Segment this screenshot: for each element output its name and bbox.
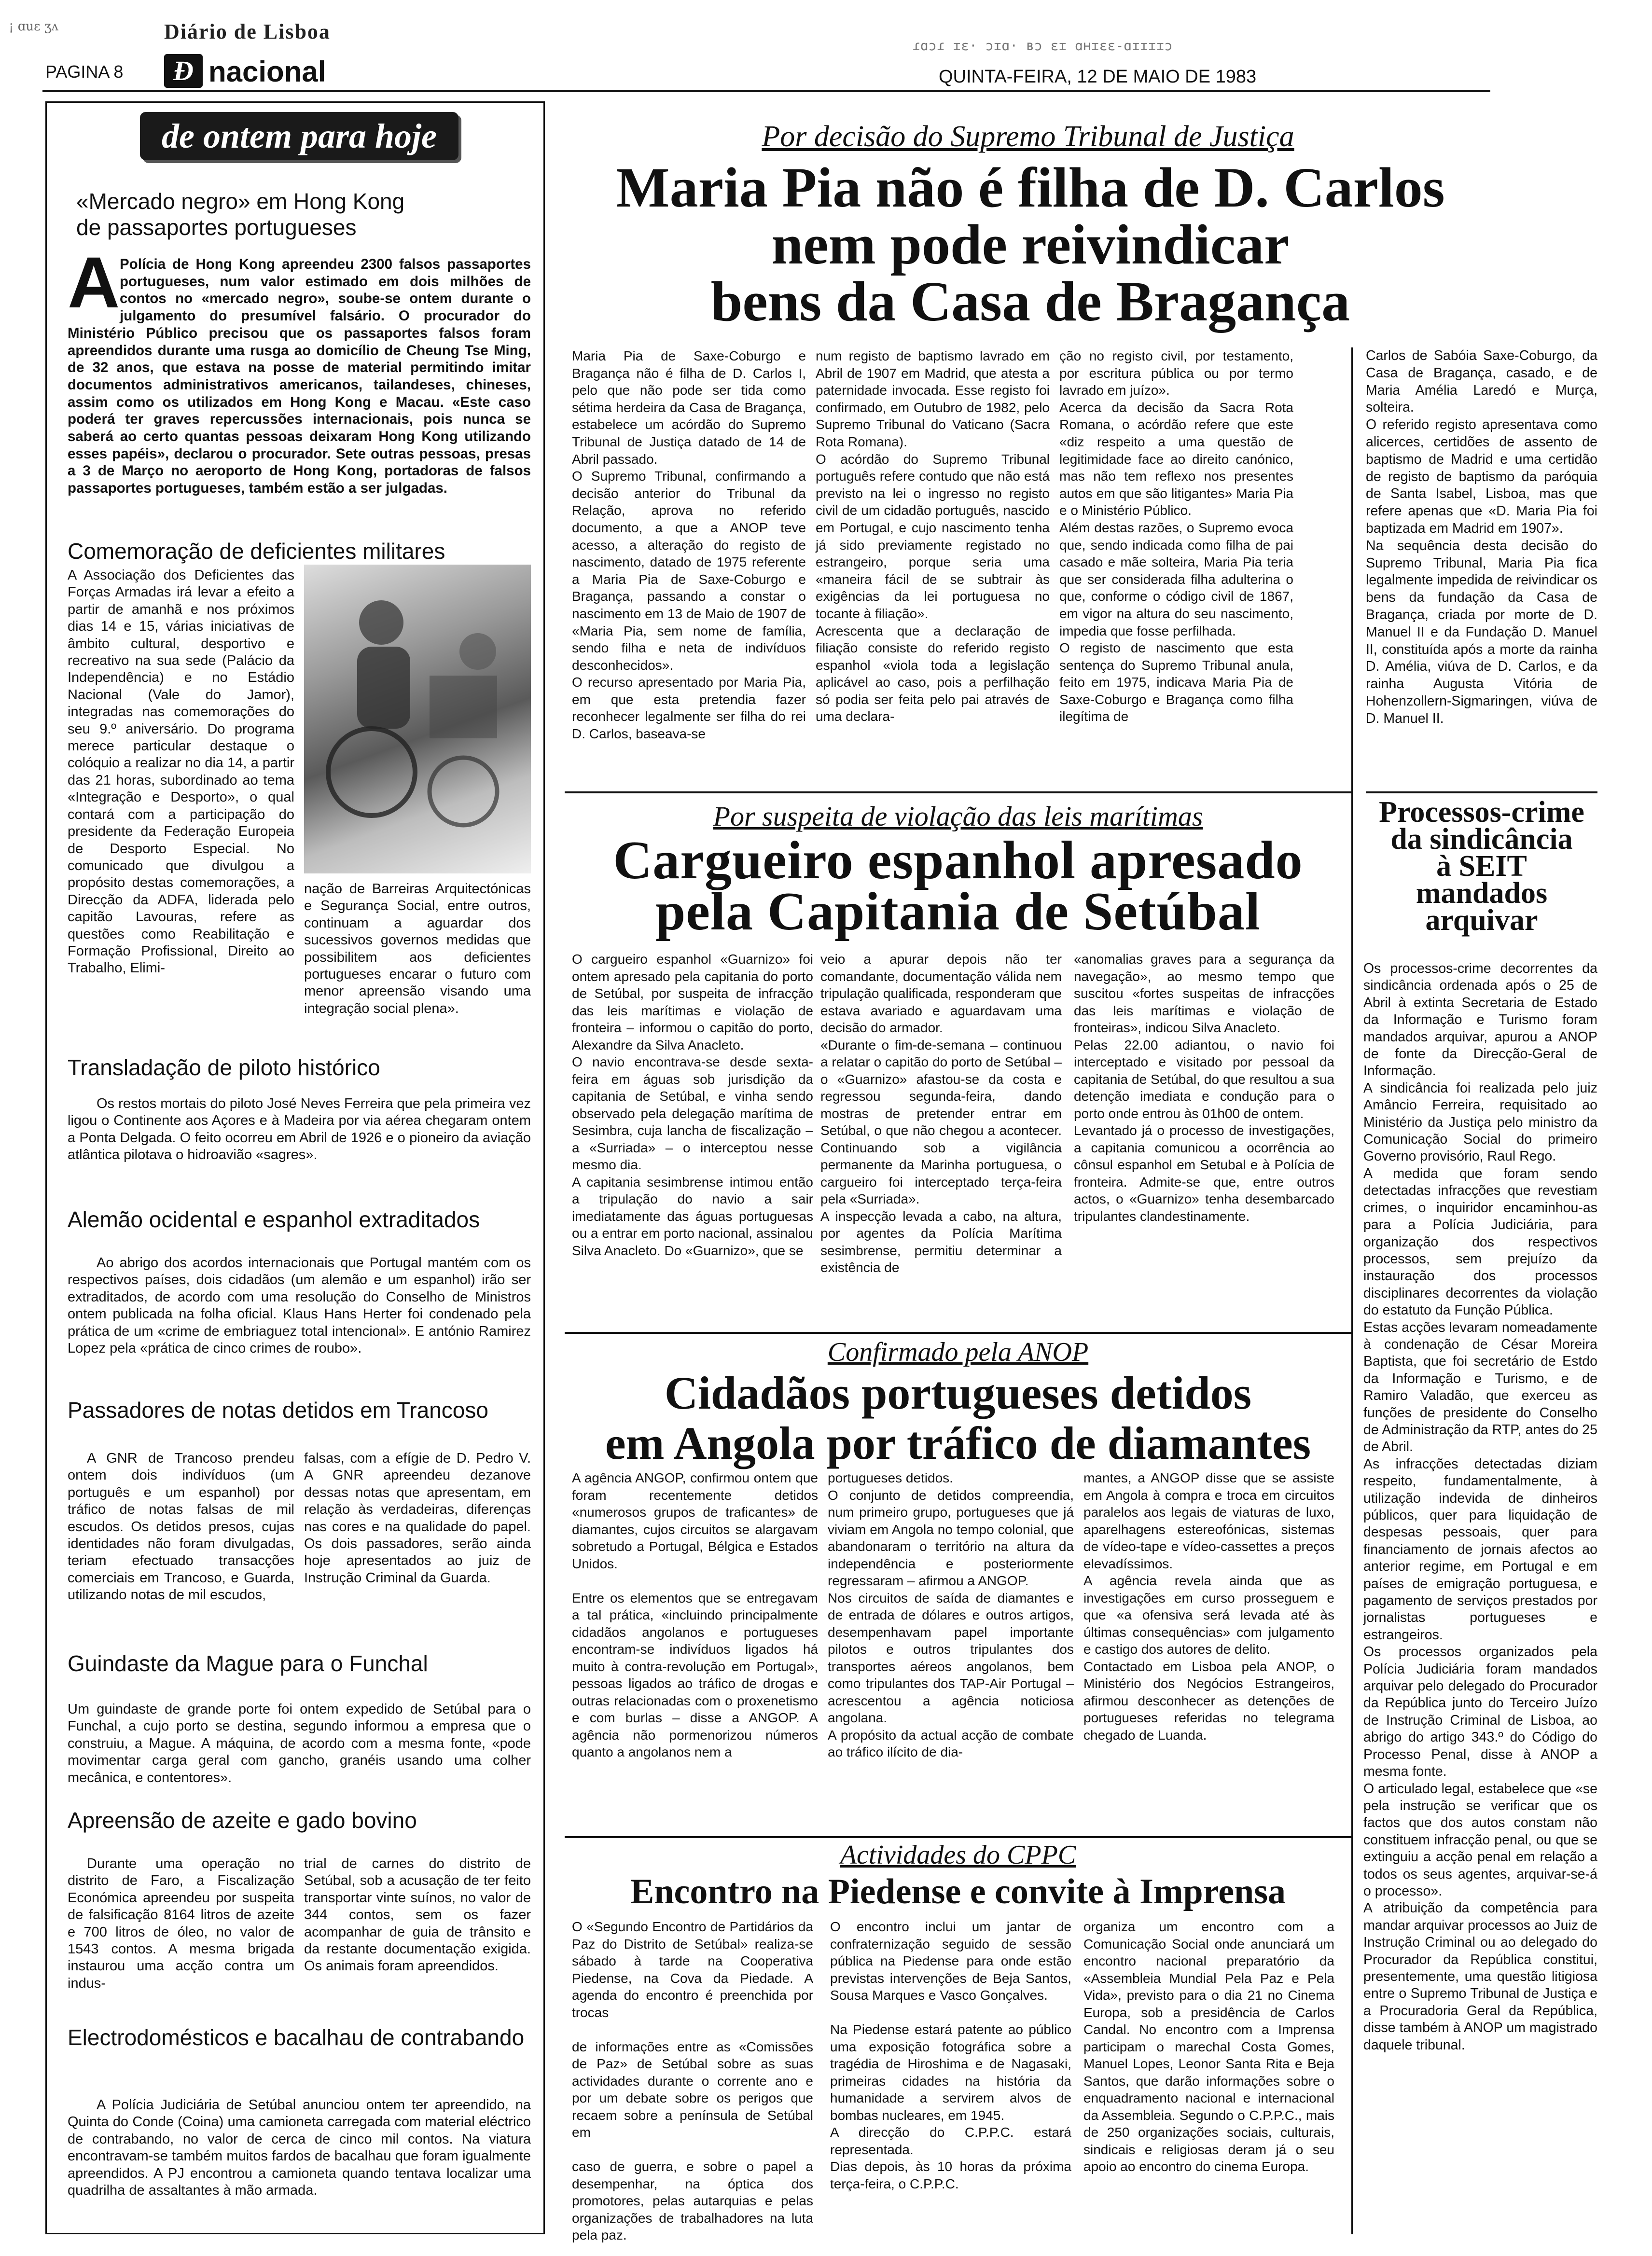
seit-body: Os processos-crime decorrentes da sindicância ordenada após o 25 de Abril à extinta Secretaria de Estado da Informação e Turismo foram mandados arquivar, apurou a ANOP de fonte da Direcção-Geral de Informação. A sindicância foi realizada pelo juiz Amâncio Ferreira, requisitado ao Ministério da Justiça pelo ministro da Comunicação Social do primeiro Governo provisório, Raul Rego. A medida que foram sendo detectadas infracções que revestiam crimes, o inquiridor encaminhou-as para a Polícia Judiciária, para organização dos respectivos processos, sem prejuízo da instauração dos processos disciplinares decorrentes da violação do estatuto da Função Pública. Estas acções levaram nomeadamente à condenação de César Moreira Baptista, que foi secretário de Estdo da Informação e Turismo, e de Ramiro Valadão, que exerceu as funções de presidente do Conselho de Administração da RTP, antes do 25 de Abril. As infracções detectadas diziam respeito, fundamentalmente, à utilização indevida de dinheiros públicos, quer para liquidação de despesas pessoais, quer para financiamento de jornais afectos ao anterior regime, em Portugal e em países de emigração portuguesa, e pagamento de serviços prestados por jornalistas portugueses e estrangeiros. Os processos organizados pela Polícia Judiciária foram mandados arquivar pelo delegado do Procurador da República junto do Terceiro Juízo de Instrução Criminal de Lisboa, ao abrigo do artigo 343.º do Código do Processo Penal, disse à ANOP a mesma fonte. O articulado legal, estabelece que «se pela instrução se verificar que os factos que dos autos constam não constituem infracção penal, ou que se extinguiu a acção penal em relação a todos os seus agentes, arquivar-se-á o processo». A atribuição da competência para mandar arquivar processos ao Juiz de Instrução Criminal ou ao delegado do Procurador da República constitui, presentemente, uma questão litigiosa entre o Supremo Tribunal de Justiça e a Procuradoria Geral da República, disse também à ANOP um magistrado daquele tribunal. (1363, 961, 1597, 2053)
brief-title-hong-kong: «Mercado negro» em Hong Kong de passaportes portugueses (76, 189, 405, 240)
masthead-top-right-scrawl: ɾɑɔɾ ɪɛ· ɔɪɑ· ʙɔ ɛɪ ɑʜɪɛɛ-ɑɪɪɪɪɔ (912, 38, 1173, 54)
briefs-banner (140, 112, 458, 160)
lead-col-3: ção no registo civil, por testamento, por escritura pública ou por termo lavrado em juízo». Acerca da decisão da Sacra Rota Romana, o acórdão refere que este «diz respeito a uma questão de legitimidade face ao direito canónico, mas não tem reflexo nos presentes autos em que são litigantes» Maria Pia e o Ministério Público. Além destas razões, o Supremo evoca que, sendo indicada como filha de pai casado e mãe solteira, Maria Pia teria que ser considerada filha adulterina o que, conforme o código civil de 1867, em vigor na altura do seu nascimento, impedia que fosse perfilhada. O registo de nascimento que esta sentença do Supremo Tribunal anula, feito em 1975, indicava Maria Pia de Saxe-Coburgo e Bragança como filha ilegítima de (1059, 348, 1293, 724)
seit-top-rule (1366, 791, 1597, 793)
brief-title-mague: Guindaste da Mague para o Funchal (68, 1651, 428, 1676)
masthead-left-scrawl: ¡ ɑuɛ ʒʌ (9, 19, 59, 34)
cargo-bottom-rule (565, 1332, 1351, 1334)
briefs-banner-text: de ontem para hoje (162, 117, 437, 155)
cargo-kicker: Por suspeita de violação das leis marítimas (713, 801, 1203, 832)
brief-body-azeite-b: trial de carnes do distrito de Setúbal, sob a acusação de ter feito transportar vinte suínos, no valor de 344 contos, sem os fazer acompanhar de guia de trânsito e da restante documentação exigida. Os animais foram apreendidos. (304, 1856, 531, 1974)
brief-body-azeite-a: Durante uma operação no distrito de Faro, a Fiscalização Económica apreendeu por suspeita de falsificação 8164 litros de azeite e 700 litros de óleo, no valor de 1543 contos. A mesma brigada instaurou uma acção contra um indus- (68, 1856, 294, 1991)
section-name: nacional (208, 55, 326, 88)
brief-body-piloto: Os restos mortais do piloto José Neves Ferreira que pela primeira vez ligou o Continente aos Açores e à Madeira por via aérea chegaram ontem a Ponta Delgada. O feito ocorreu em Abril de 1926 e o pioneiro da aviação atlântica pilotava o hidroavião «sagres». (68, 1096, 531, 1163)
lead-col-divider (1351, 347, 1353, 791)
cargo-col-3: «anomalias graves para a segurança da navegação», ao mesmo tempo que suscitou «fortes suspeitas de infracções das leis marítimas e violação de fronteiras», indicou Silva Anacleto. Pelas 22.00 adiantou, o navio foi interceptado e visitado por pessoal da capitania de Setúbal, do que resultou a sua detenção imediata e condução para o porto onde entrou às 01h00 de ontem. Levantado já o processo de investigações, a capitania comunicou a ocorrência ao cônsul espanhol em Setubal e à Polícia de fronteira. Admite-se que, entre outros actos, o «Guarnizo» tenha desembarcado tripulantes clandestinamente. (1074, 952, 1334, 1224)
lead-col-1: Maria Pia de Saxe-Coburgo e Bragança não é filha de D. Carlos I, pelo que não pode ser tida como sétima herdeira da Casa de Bragança, estabelece um acórdão do Supremo Tribunal de Justiça datado de 14 de Abril passado. O Supremo Tribunal, confirmando a decisão anterior do Tribunal da Relação, aprova no referido documento, a que a ANOP teve acesso, a alteração do registo de nascimento, datado de 1975 referente a Maria Pia de Saxe-Coburgo e Bragança, passando a constar o nascimento em 13 de Maio de 1907 de «Maria Pia, sem nome de família, sendo filha e neta de indivíduos desconhecidos». O recurso apresentado por Maria Pia, em que esta pretendia fazer reconhecer legalmente ser filha do rei D. Carlos, baseava-se (572, 348, 806, 742)
paper-name: Diário de Lisboa (164, 20, 331, 43)
angola-bottom-rule (565, 1836, 1351, 1838)
angola-col-2: portugueses detidos. O conjunto de detidos compreendia, num primeiro grupo, portugueses que já viviam em Angola no tempo colonial, que abandonaram o território na altura da independência e posteriormente regressaram – afirmou a ANGOP. Nos circuitos de saída de diamantes e de entrada de dólares e outros artigos, desempenhavam papel importante pilotos e outros tripulantes dos transportes aéreos angolanos, bem como tripulantes dos TAP-Air Portugal – acrescentou a agência noticiosa angolana. A propósito da actual acção de combate ao tráfico ilícito de dia- (828, 1470, 1074, 1759)
lead-col-4: Carlos de Sabóia Saxe-Coburgo, da Casa de Bragança, casado, e de Maria Amélia Laredó e Murça, solteira. O referido registo apresentava como alicerces, certidões de assento de baptismo de Madrid e uma certidão de registo de baptismo da paróquia de Santa Isabel, Lisboa, mas que refere apenas que «D. Maria Pia foi baptizada em Madrid em 1907». Na sequência desta decisão do Supremo Tribunal, Maria Pia fica legalmente impedida de reivindicar os bens da fundação da Casa de Bragança, criada por morte de D. Manuel II e da Fundação D. Manuel II, constituída após a morte da rainha D. Amélia, viúva de D. Carlos, e da rainha Augusta Vitória de Hohenzollern-Sigmaringen, viúva de D. Manuel II. (1366, 348, 1597, 726)
cppc-col-3: organiza um encontro com a Comunicação Social onde anunciará um encontro nacional preparatório da «Assembleia Mundial Pela Paz e Pela Vida», previsto para o dia 21 no Cinema Europa, sob a presidência de Carlos Candal. No encontro com a Imprensa participam o marechal Costa Gomes, Manuel Lopes, Leonor Santa Rita e Beja Santos, que darão informações sobre o enquadramento nacional e internacional da Assembleia. Segundo o C.P.P.C., mais de 250 organizações sociais, culturais, sindicais e religiosas deram já o seu apoio ao encontro do cinema Europa. (1083, 1919, 1334, 2174)
issue-date: QUINTA-FEIRA, 12 DE MAIO DE 1983 (939, 67, 1257, 87)
cppc-col-2: O encontro inclui um jantar de confraternização seguido de sessão pública na Piedense para onde estão previstas intervenções de Beja Santos, Sousa Marques e Vasco Gonçalves. Na Piedense estará patente ao público uma exposição fotográfica sobre a tragédia de Hiroshima e de Nagasaki, primeiras cidades na história da humanidade a servirem alvos de bombas nucleares, em 1945. A direcção do C.P.P.C. estará representada. Dias depois, às 10 horas da próxima terça-feira, o C.P.P.C. (830, 1919, 1071, 2191)
lead-headline: Maria Pia não é filha de D. Carlos nem pode reivindicar bens da Casa de Bragança (616, 156, 1445, 333)
cargo-col-2: veio a apurar depois não ter comandante, documentação válida nem tripulação qualificada, responderam que estava avariado e aguardavam uma decisão do armador. «Durante o fim-de-semana – continuou a relatar o capitão do porto de Setúbal – o «Guarnizo» afastou-se da costa e regressou segunda-feira, dando mostras de pretender entrar em Setúbal, o que não chegou a acontecer. Continuando sob a vigilância permanente da Marinha portuguesa, o cargueiro foi interceptado terça-feira pela «Surriada». A inspecção levada a cabo, na altura, por agentes da Polícia Marítima sesimbrense, permitiu determinar a existência de (820, 952, 1062, 1275)
cppc-headline: Encontro na Piedense e convite à Imprensa (630, 1872, 1286, 1911)
angola-col-3: mantes, a ANGOP disse que se assiste em Angola à compra e troca em circuitos paralelos aos legais de viaturas de luxo, aparelhagens estereofónicas, sistemas de vídeo-tape e vídeo-cassettes a preços elevadíssimos. A agência revela ainda que as investigações em curso prosseguem e que «a ofensiva será levada até às últimas consequências» com julgamento e castigo dos autores de delito. Contactado em Lisboa pela ANOP, o Ministério dos Negócios Estrangeiros, afirmou desconhecer as detenções de portugueses referidas no telegrama chegado de Luanda. (1083, 1470, 1334, 1743)
masthead-rule (42, 90, 1490, 92)
cppc-kicker: Actividades do CPPC (840, 1840, 1076, 1870)
brief-title-azeite: Apreensão de azeite e gado bovino (68, 1808, 417, 1833)
brief-body-mague: Um guindaste de grande porte foi ontem expedido de Setúbal para o Funchal, a cujo porto se destina, segundo informou a empresa que o construiu, a Mague. A máquina, de acordo com a mesma fonte, «pode movimentar carga geral com gancho, granéis usando uma colher mecânica, e contentores». (68, 1702, 531, 1785)
brief-body-trancoso-a: A GNR de Trancoso prendeu ontem dois indivíduos (um português e um espanhol) por tráfico de notas falsas de mil escudos. Os detidos presos, cujas identidades não foram divulgadas, teriam efectuado transacções comerciais em Trancoso, e Guarda, utilizando notas de mil escudos, (68, 1451, 294, 1603)
seit-headline: Processos-crime da sindicância à SEIT mandados arquivar (1379, 796, 1584, 937)
brief-body-trancoso-b: falsas, com a efígie de D. Pedro V. A GNR apreendeu dezanove dessas notas que apresentam, em relação às verdadeiras, diferenças nas cores e na qualidade do papel. Os dois passadores, serão ainda hoje apresentados ao juiz de Instrução Criminal da Guarda. (304, 1451, 531, 1586)
brief-body-hong-kong: Polícia de Hong Kong apreendeu 2300 falsos passaportes portugueses, num valor estimado em dois milhões de contos no «mercado negro», soube-se ontem durante o julgamento do presumível falsário. O procurador do Ministério Público precisou que os passaportes falsos foram apreendidos durante uma rusga ao domicílio de Cheung Tse Ming, de 32 anos, que estava na posse de material permitindo imitar documentos administrativos americanos, tailandeses, chineses, assim como os utilizados em Hong Kong e Macau. «Este caso poderá ter graves repercussões internacionais, pois nunca se saberá ao certo quantas pessoas deixaram Hong Kong utilizando esses papéis», declarou o procurador. Sete outras pessoas, presas a 3 de Março no aeroporto de Hong Kong, portadoras de falsos passaportes portugueses, também estão a ser julgadas. (68, 256, 531, 497)
brief-body-extraditados: Ao abrigo dos acordos internacionais que Portugal mantém com os respectivos países, dois cidadãos (um alemão e um espanhol) irão ser extraditados, de acordo com uma resolução do Conselho de Ministros ontem publicada na folha oficial. Klaus Hans Herter foi condenado pela prática de um «crime de embriaguez total intencional». E antónio Ramirez Lopez pela «prática de cinco crimes de roubo». (68, 1255, 531, 1356)
lead-kicker: Por decisão do Supremo Tribunal de Justiça (762, 120, 1294, 153)
angola-headline: Cidadãos portugueses detidos em Angola por tráfico de diamantes (605, 1367, 1311, 1469)
page-label: PAGINA 8 (45, 62, 124, 82)
photo-parade (304, 565, 531, 873)
brief-title-piloto: Transladação de piloto histórico (68, 1055, 380, 1080)
brief-title-contrabando: Electrodomésticos e bacalhau de contrabando (68, 2025, 525, 2050)
brief-body-deficientes-a: A Associação dos Deficientes das Forças Armadas irá levar a efeito a partir de amanhã e nos próximos dias 14 e 15, várias iniciativas de âmbito cultural, desportivo e recreativo na sua sede (Palácio da Independência) e no Estádio Nacional (Vale do Jamor), integradas nas comemorações do seu 9.º aniversário. Do programa merece particular destaque o colóquio a realizar no dia 14, a partir das 21 horas, subordinado ao tema «Integração e Desporto», o qual contará com a participação do presidente da Federação Europeia de Desporto Especial. No comunicado que divulgou a propósito destas comemorações, a Direcção da ADFA, liderada pelo capitão Lavouras, refere as questões como Reabilitação e Formação Profissional, Direito ao Trabalho, Elimi- (68, 567, 294, 976)
seit-divider (1351, 791, 1353, 2234)
svg-text:Ð: Ð (173, 55, 194, 86)
angola-col-1: A agência ANGOP, confirmou ontem que foram recentemente detidos «numerosos grupos de traficantes» de diamantes, cujos circuitos se alargavam sobretudo a Portugal, Bélgica e Estados Unidos. Entre os elementos que se entregavam a tal prática, «incluindo principalmente cidadãos angolanos e portugueses encontram-se indivíduos ligados há muito à contra-revolução em Portugal», pessoas ligados ao tráfico de drogas e outras relacionadas com o proxenetismo e com burlas – disse a ANGOP. A agência não pormenorizou números quanto a angolanos nem a (572, 1470, 818, 1759)
brief-title-extraditados: Alemão ocidental e espanhol extraditados (68, 1207, 480, 1232)
brief-title-deficientes: Comemoração de deficientes militares (68, 539, 445, 564)
brief-body-deficientes-b: nação de Barreiras Arquitectónicas e Segurança Social, entre outros, continuam a aguardar dos sucessivos governos medidas que possibilitem aos deficientes portugueses encarar o futuro com menor apreensão visando uma integração social plena». (304, 881, 531, 1016)
lead-bottom-rule (565, 791, 1351, 793)
brief-title-trancoso: Passadores de notas detidos em Trancoso (68, 1398, 488, 1423)
dropcap: A (68, 242, 120, 323)
cargo-headline: Cargueiro espanhol apresado pela Capitania de Setúbal (613, 830, 1303, 941)
angola-kicker: Confirmado pela ANOP (827, 1337, 1089, 1367)
cppc-col-1: O «Segundo Encontro de Partidários da Paz do Distrito de Setúbal» realiza-se sábado à tarde na Cooperativa Piedense, na Cova da Piedade. A agenda do encontro é preenchida por trocas de informações entre as «Comissões de Paz» de Setúbal sobre as suas actividades durante o corrente ano e por um debate sobre os perigos que recaem sobre a península de Setúbal em caso de guerra, e sobre o papel a desempenhar, na óptica dos promotores, pelas autarquias e pelas organizações de trabalhadores na luta pela paz. (572, 1919, 813, 2242)
brief-body-contrabando: A Polícia Judiciária de Setúbal anunciou ontem ter apreendido, na Quinta do Conde (Coina) uma camioneta carregada com material eléctrico de contrabando, no valor de cerca de cinco mil contos. Na viatura encontravam-se também muitos fardos de bacalhau que foram igualmente apreendidos. A PJ encontrou a camioneta quando tentava localizar uma quadrilha de assaltantes à mão armada. (68, 2097, 531, 2199)
section-logo-icon (164, 54, 203, 88)
lead-col-2: num registo de baptismo lavrado em Abril de 1907 em Madrid, que atesta a paternidade invocada. Esse registo foi confirmado, em Outubro de 1982, pelo Supremo Tribunal do Vaticano (Sacra Rota Romana). O acórdão do Supremo Tribunal português refere contudo que não está previsto na lei o ingresso no registo civil de um cidadão português, nascido em Portugal, e cujo nascimento tenha já sido previamente registado no estrangeiro, porque seria uma «maneira fácil de se subtrair às exigências da lei portuguesa no tocante à filiação». Acrescenta que a declaração de filiação consiste do referido registo espanhol «viola toda a legislação aplicável ao caso, pois a perfilhação só podia ser feita pelo pai através de uma declara- (816, 348, 1050, 724)
cargo-col-1: O cargueiro espanhol «Guarnizo» foi ontem apresado pela capitania do porto de Setúbal, por suspeita de infracção das leis marítimas e violação de fronteira – informou o capitão do porto, Alexandre da Silva Anacleto. O navio encontrava-se desde sexta-feira em águas sob jurisdição da capitania de Setúbal, e vinha sendo observado pela delegação marítima de Sesimbra, cuja lancha de fiscalização – a «Surriada» – o interceptou nesse mesmo dia. A capitania sesimbrense intimou então a tripulação do navio a sair imediatamente das águas portuguesas ou a entrar em porto nacional, assinalou Silva Anacleto. Do «Guarnizo», que se (572, 952, 813, 1258)
